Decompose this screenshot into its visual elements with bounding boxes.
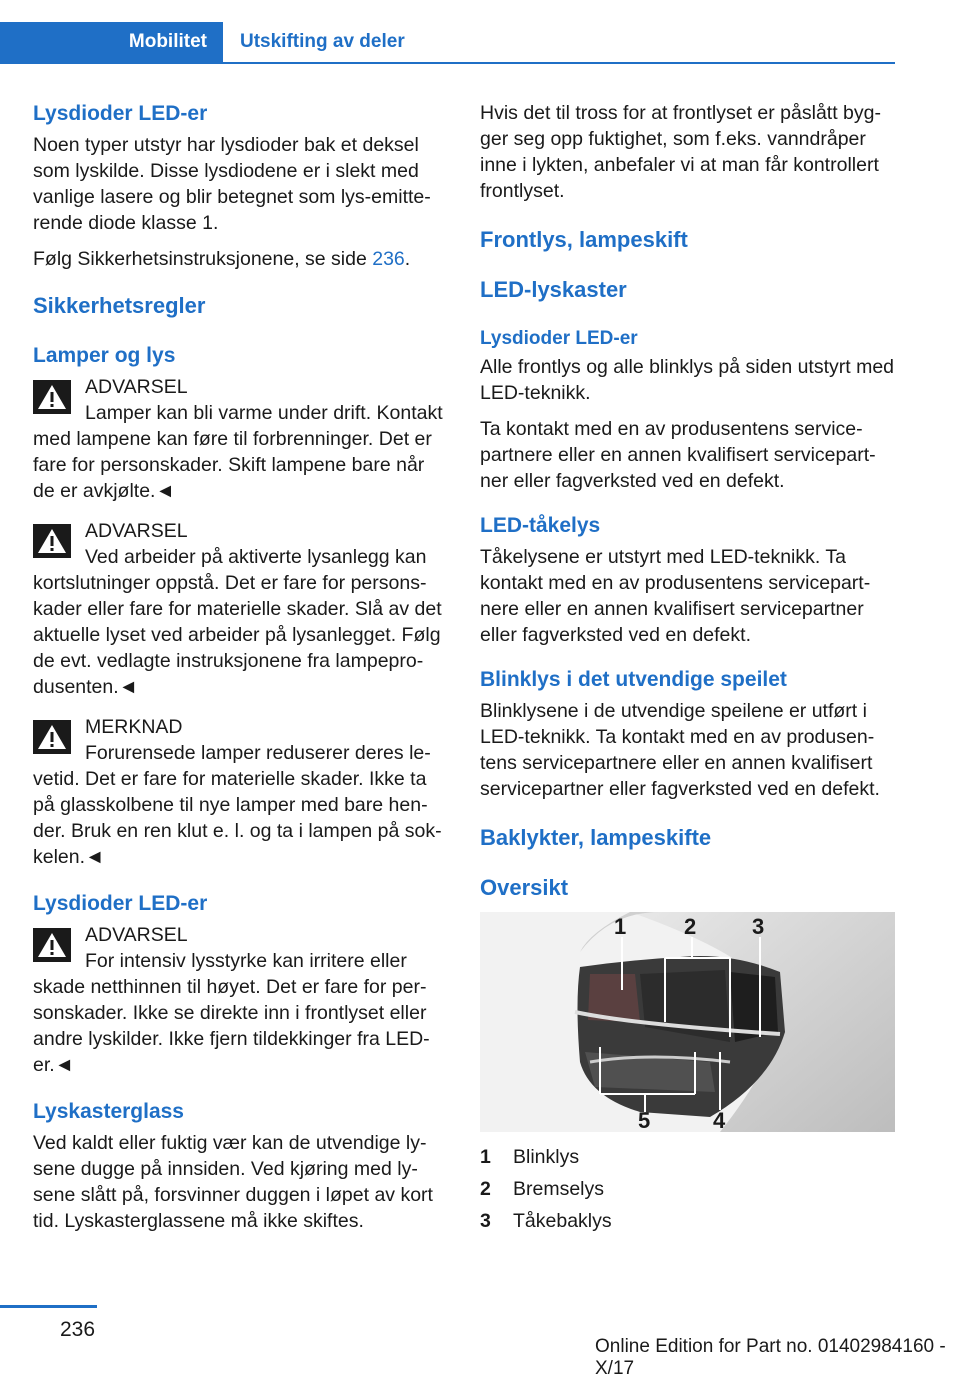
legend-label: Blinklys [513,1146,580,1168]
warning-icon [33,928,71,962]
legend-item [480,1208,896,1234]
paragraph: Ta kontakt med en av produsentens servicepartnere eller en annen kvalifisert servicepartner eller fagverksted ved en defekt. [480,418,876,492]
section-heading-rear: Baklykter, lampeskifte [480,825,712,850]
figure-label-2: 2 [684,914,697,939]
section-heading-led-lyskaster: LED-lyskaster [480,277,627,302]
warning-title: ADVARSEL [85,376,188,398]
paragraph: Hvis det til tross for at frontlyset er påslått bygger seg opp fuktighet, som f.eks. vanndråper inne i lykten, anbefaler vi at man får kontrollert frontlyset. [480,102,881,202]
notice-text: Forurensede lamper reduserer deres levetid. Det er fare for materielle skader. Ikke ta på glasskolbene til nye lamper med bare hender. Bruk en ren klut e. l. og ta i lampen på sokkelen.◄ [33,742,442,868]
warning-text: Ved arbeider på aktiverte lysanlegg kan kortslutninger oppstå. Det er fare for personskader eller fare for materielle skader. Slå av det aktuelle lyset ved arbeider på lysanlegget. Følg de evt. vedlagte instruksjonene fra lampeprodusenten.◄ [33,546,442,698]
legend-item [480,1144,896,1170]
warning-block [33,374,449,504]
legend-label: Tåkebaklys [513,1210,612,1232]
right-column [480,100,896,1240]
paragraph-reference [33,246,449,272]
figure-label-1: 1 [614,914,627,939]
reference-text: Følg Sikkerhetsinstruksjonene, se side [33,248,373,270]
paragraph: Ved kaldt eller fuktig vær kan de utvendige lysene dugge på innsiden. Ved kjøring med lysene slått på, forsvinner duggen i løpet av kort tid. Lyskasterglassene må ikke skiftes. [33,1132,433,1232]
warning-block [33,518,449,700]
footer-rule [0,1305,97,1308]
warning-block [33,922,449,1078]
paragraph: Noen typer utstyr har lysdioder bak et deksel som lyskilde. Disse lysdiodene er i slekt med vanlige lasere og blir betegnet som lys-emitterende diode klasse 1. [33,134,431,234]
legend-label: Bremselys [513,1178,605,1200]
edition-note: Online Edition for Part no. 01402984160 - X/17 [595,1336,946,1379]
paragraph: Blinklysene i de utvendige speilene er utført i LED-teknikk. Ta kontakt med en av produsentens servicepartnere eller en annen kvalifisert servicepartner eller fagverksted ved en defekt. [480,700,880,800]
legend-number: 2 [480,1178,491,1200]
tail-light-illustration [480,912,895,1132]
tab-mobilitet[interactable]: Mobilitet [0,22,223,62]
chapter-tabs [0,22,895,64]
left-column [33,100,449,1244]
figure-label-3: 3 [752,914,765,939]
paragraph: Alle frontlys og alle blinklys på siden utstyrt med LED-teknikk. [480,356,895,404]
page-number: 236 [60,1318,96,1341]
notice-block [33,714,449,870]
warning-text: Lamper kan bli varme under drift. Kontakt med lampene kan føre til forbrenninger. Det er fare for personskader. Skift lampene bare når de er avkjølte.◄ [33,402,443,502]
warning-icon [33,524,71,558]
section-heading-overview: Oversikt [480,875,569,900]
warning-title: ADVARSEL [85,924,188,946]
legend-item [480,1176,896,1202]
section-heading-mirror: Blinklys i det utvendige speilet [480,668,787,691]
tail-light-figure [480,912,895,1132]
section-heading-safety: Sikkerhetsregler [33,293,206,318]
section-heading-lamps: Lamper og lys [33,344,176,367]
paragraph: Tåkelysene er utstyrt med LED-teknikk. Ta kontakt med en av produsentens servicepartnere eller en annen kvalifisert servicepartner eller fagverksted ved en defekt. [480,546,871,646]
notice-title: MERKNAD [85,716,183,738]
section-heading-lens: Lyskasterglass [33,1100,184,1123]
figure-label-4: 4 [713,1108,726,1132]
reference-end: . [404,248,411,270]
figure-label-5: 5 [638,1108,651,1132]
warning-text: For intensiv lysstyrke kan irritere eller skade netthinnen til høyet. Det er fare for personskader. Ikke se direkte inn i frontlyset eller andre lyskilder. Ikke fjern tildekkinger fra LED-er.◄ [33,950,430,1076]
tab-utskifting[interactable]: Utskifting av deler [240,31,405,52]
section-heading-led: Lysdioder LED-er [33,102,208,125]
notice-icon [33,720,71,754]
section-heading-led-2: Lysdioder LED-er [33,892,208,915]
section-heading-fog: LED-tåkelys [480,514,601,537]
page-link[interactable]: 236 [372,248,405,270]
subheading-led: Lysdioder LED-er [480,328,638,349]
legend-number: 1 [480,1146,491,1168]
warning-icon [33,380,71,414]
warning-title: ADVARSEL [85,520,188,542]
legend-number: 3 [480,1210,491,1232]
section-heading-front: Frontlys, lampeskift [480,227,688,252]
